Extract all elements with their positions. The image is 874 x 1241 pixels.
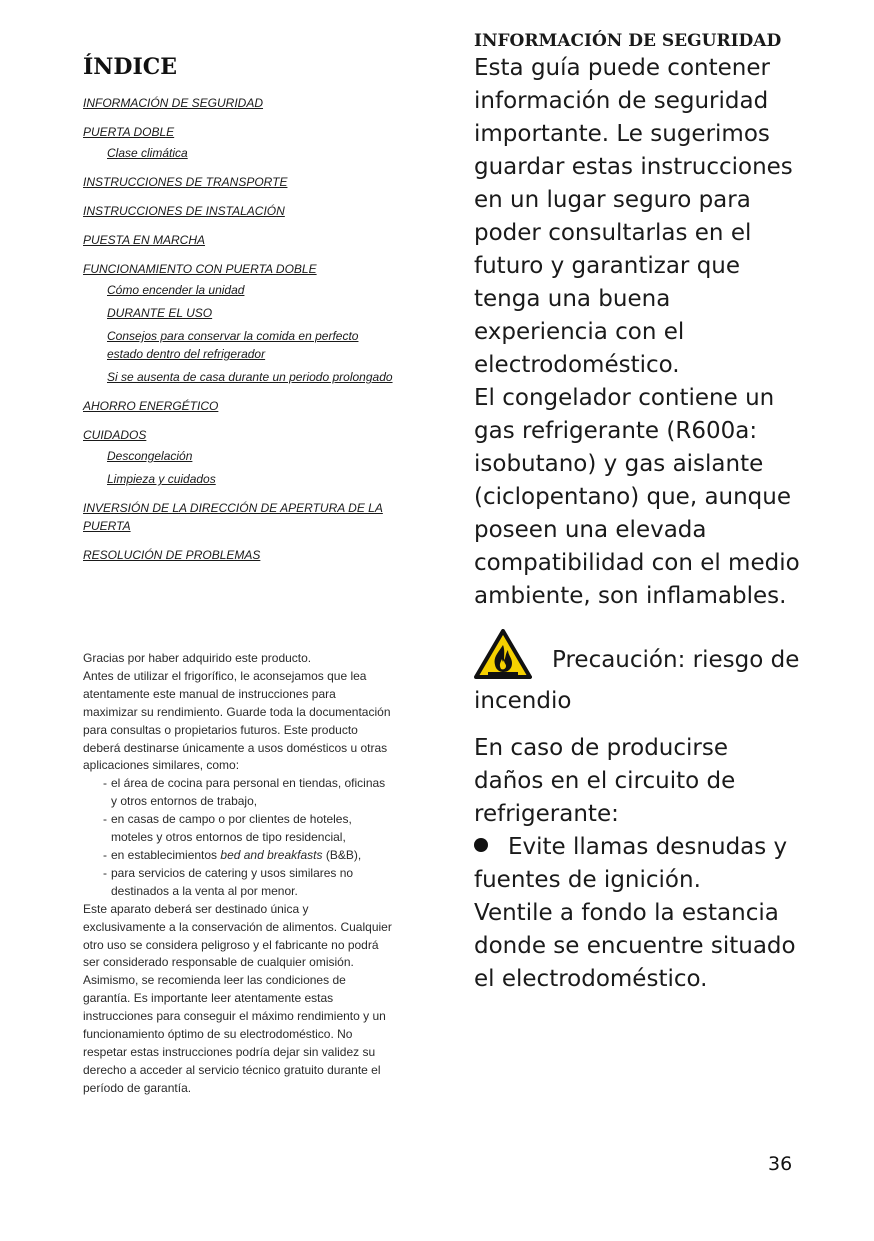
safety-section — [474, 30, 804, 996]
list-item-emphasis: bed and breakfasts — [220, 847, 323, 862]
toc-link[interactable]: PUERTA DOBLE — [83, 125, 175, 139]
safety-paragraph: Esta guía puede contener información de seguridad importante. Le sugerimos guardar estas instrucciones en un lugar seguro para poder consultarlas en el futuro y garantizar que tenga una buena experiencia con el electrodoméstico. — [474, 55, 793, 378]
page-number: 36 — [768, 1153, 793, 1175]
toc-sublink[interactable]: Consejos para conservar la comida en perfecto estado dentro del refrigerador — [107, 329, 359, 361]
warning-label: Precaución: riesgo de — [552, 647, 800, 673]
spacer — [474, 718, 804, 732]
toc-link[interactable]: FUNCIONAMIENTO CON PUERTA DOBLE — [83, 262, 317, 276]
toc-link[interactable]: PUESTA EN MARCHA — [83, 233, 206, 247]
intro-paragraph: Gracias por haber adquirido este producto. — [83, 651, 312, 665]
toc-link[interactable]: INFORMACIÓN DE SEGURIDAD — [83, 96, 264, 110]
toc-sublink[interactable]: Descongelación — [107, 449, 193, 463]
list-item-text: (B&B), — [322, 847, 362, 862]
list-item: - en casas de campo o por clientes de hoteles, moteles y otros entornos de tipo residencial, — [111, 811, 393, 847]
list-item-text: en establecimientos — [111, 847, 221, 862]
toc-link[interactable]: INVERSIÓN DE LA DIRECCIÓN DE APERTURA DE LA PUERTA — [83, 501, 383, 533]
intro-paragraph: Este aparato deberá ser destinado única y exclusivamente a la conservación de alimentos. Cualquier otro uso se considera peligroso y el fabricante no podrá ser considerado responsable de cualquier omisión. Asimismo, se recomienda leer las condiciones de garantía. Es importante leer atentamente estas instrucciones para conseguir el máximo rendimiento y un funcionamiento óptimo de su electrodoméstico. No respetar estas instrucciones podría dejar sin validez su derecho a acceder al servicio técnico gratuito durante el período de garantía. — [83, 901, 392, 1095]
toc-link[interactable]: INSTRUCCIONES DE INSTALACIÓN — [83, 204, 285, 218]
toc-sublink[interactable]: Cómo encender la unidad — [107, 283, 245, 297]
toc-sublink[interactable]: Clase climática — [107, 146, 188, 160]
toc-link[interactable]: AHORRO ENERGÉTICO — [83, 399, 219, 413]
list-item — [111, 847, 393, 865]
intro-text — [83, 650, 393, 1098]
toc-sublink[interactable]: Limpieza y cuidados — [107, 472, 216, 486]
list-item: - el área de cocina para personal en tiendas, oficinas y otros entornos de trabajo, — [111, 775, 393, 811]
toc-link[interactable]: INSTRUCCIONES DE TRANSPORTE — [83, 175, 288, 189]
toc-title: ÍNDICE — [83, 54, 178, 80]
safety-paragraph: El congelador contiene un gas refrigerante (R600a: isobutano) y gas aislante (ciclopentano) que, aunque poseen una elevada compatibilidad con el medio ambiente, son inflamables. — [474, 385, 800, 609]
usage-list — [83, 775, 393, 900]
toc-link[interactable]: CUIDADOS — [83, 428, 147, 442]
toc-link[interactable]: RESOLUCIÓN DE PROBLEMAS — [83, 548, 261, 562]
toc-sublink[interactable]: Si se ausenta de casa durante un periodo prolongado — [107, 370, 393, 384]
list-item: - para servicios de catering y usos similares no destinados a la venta al por menor. — [111, 865, 393, 901]
bullet-item — [474, 831, 804, 897]
intro-paragraph: Antes de utilizar el frigorífico, le aconsejamos que lea atentamente este manual de instrucciones para maximizar su rendimiento. Guarde toda la documentación para consultas o propietarios futuros. Este producto deberá destinarse únicamente a usos domésticos u otras aplicaciones similares, como: — [83, 668, 391, 773]
section-title: INFORMACIÓN DE SEGURIDAD — [474, 31, 782, 51]
safety-paragraph: En caso de producirse daños en el circuito de refrigerante: — [474, 735, 736, 827]
bullet-icon — [474, 838, 488, 852]
warning-row — [474, 629, 804, 685]
bullet-text: Evite llamas desnudas y fuentes de ignición. — [474, 834, 788, 893]
table-of-contents — [83, 54, 393, 575]
warning-label-continued: incendio — [474, 688, 572, 714]
fire-warning-icon — [474, 629, 532, 679]
safety-paragraph: Ventile a fondo la estancia donde se encuentre situado el electrodoméstico. — [474, 900, 796, 992]
toc-sublink[interactable]: DURANTE EL USO — [107, 306, 213, 320]
